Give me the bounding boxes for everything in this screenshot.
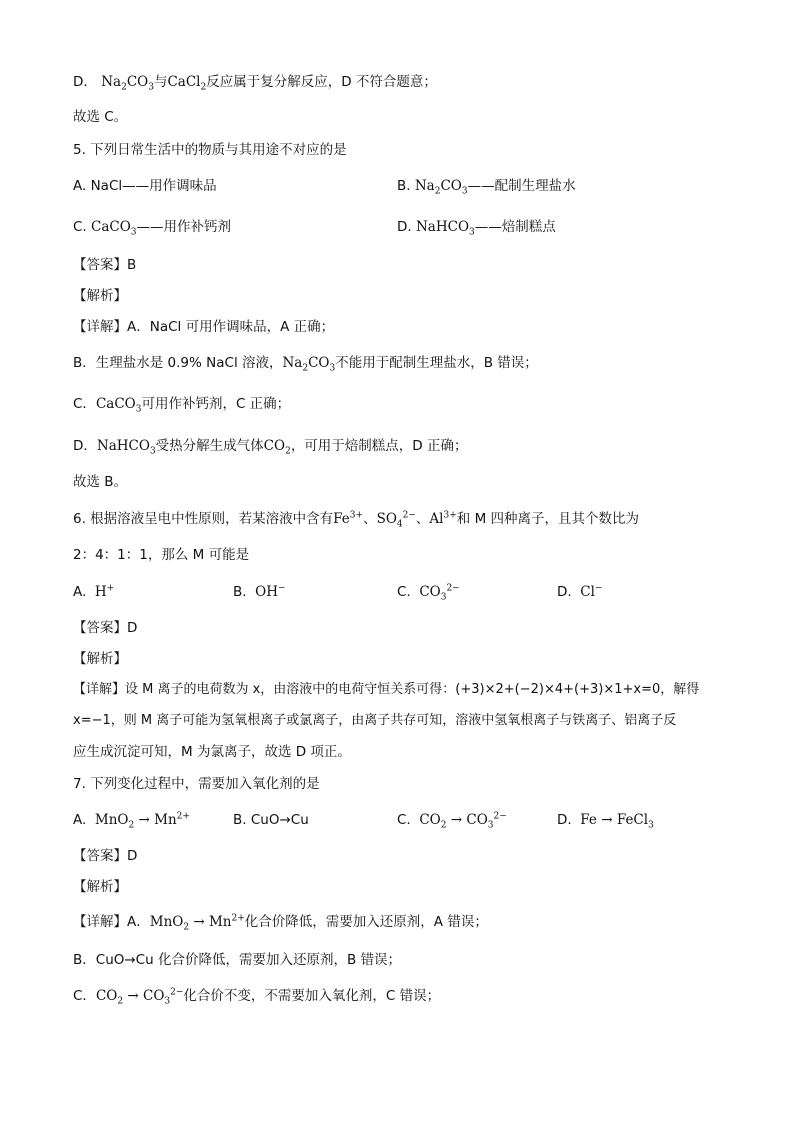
q7-analysis-heading: 【解析】 [73,879,127,895]
q5-stem: 5. 下列日常生活中的物质与其用途不对应的是 [73,142,347,158]
q6-stem: 6. 根据溶液呈电中性原则，若某溶液中含有$Fe^{3+}$、$SO_4^{2-}$、$Al^{3+}$和 M 四种离子，且其个数比为 [73,510,640,530]
option-label: D． [73,74,97,90]
q6-detail-line1: 【详解】设 M 离子的电荷数为 x，由溶液中的电荷守恒关系可得：(+3)×2+(−2)×4+(+3)×1+x=0，解得 [73,682,700,697]
q6-detail-line2: x=−1，则 M 离子可能为氢氧根离子或氯离子，由离子共存可知，溶液中氢氧根离子与铁离子、铝离子反 [73,713,677,728]
q5-option-c: C. CaCO$_3$——用作补钙剂 [73,219,232,238]
q7-option-b: B. CuO→Cu [233,812,309,828]
formula-cacl2: CaCl$_2$ [167,74,207,93]
q5-option-d: D. NaHCO$_3$——焙制糕点 [397,219,556,238]
q7-option-c: C. $CO_2 \to CO_3^{2-}$ [397,811,507,831]
q7-detail-b: B．CuO→Cu 化合价降低，需要加入还原剂，B 错误； [73,952,402,968]
q6-option-c: C. $CO_3^{2-}$ [397,583,460,603]
q6-option-a: A. H+ [73,583,115,600]
q6-stem-line2: 2：4：1：1，那么 M 可能是 [73,547,250,563]
q6-answer: 【答案】D [73,620,138,636]
q6-detail-line3: 应生成沉淀可知，M 为氯离子，故选 D 项正。 [73,744,351,760]
q5-detail-b: B．生理盐水是 0.9% NaCl 溶液，$Na_2CO_3$不能用于配制生理盐水，B 错误； [73,355,538,374]
q7-option-d: D. Fe → FeCl$_3$ [557,812,654,831]
q4-option-d-explanation: D． $Na_2CO_3$与CaCl$_2$反应属于复分解反应，D 不符合题意； [73,74,437,93]
q5-detail-d: D．NaHCO$_3$受热分解生成气体$CO_2$，可用于焙制糕点，D 正确； [73,438,468,457]
q5-option-a: A. NaCl——用作调味品 [73,178,217,194]
q5-answer: 【答案】B [73,257,137,273]
q6-option-d: D. Cl− [557,583,603,600]
q6-option-b: B. OH− [233,583,286,600]
q5-detail-a: 【详解】A．NaCl 可用作调味品，A 正确； [73,319,335,335]
q7-detail-c: C．$CO_2 \to CO_3^{2-}$化合价不变，不需要加入氧化剂，C 错误； [73,987,441,1007]
q4-choose: 故选 C。 [73,109,128,125]
q7-detail-a: 【详解】A．$MnO_2 \to Mn^{2+}$化合价降低，需要加入还原剂，A 错误； [73,913,488,933]
q7-answer: 【答案】D [73,848,138,864]
q5-choose: 故选 B。 [73,474,128,490]
q5-detail-c: C．CaCO$_3$可用作补钙剂，C 正确； [73,396,291,415]
q5-option-b: B. $Na_2CO_3——$配制生理盐水 [397,178,576,197]
q7-option-a: A. $MnO_2 \to Mn^{2+}$ [73,811,190,831]
q5-analysis-heading: 【解析】 [73,288,127,304]
formula-na2co3: $Na_2CO_3$ [101,74,154,93]
q7-stem: 7. 下列变化过程中，需要加入氧化剂的是 [73,776,320,792]
q6-analysis-heading: 【解析】 [73,651,127,667]
